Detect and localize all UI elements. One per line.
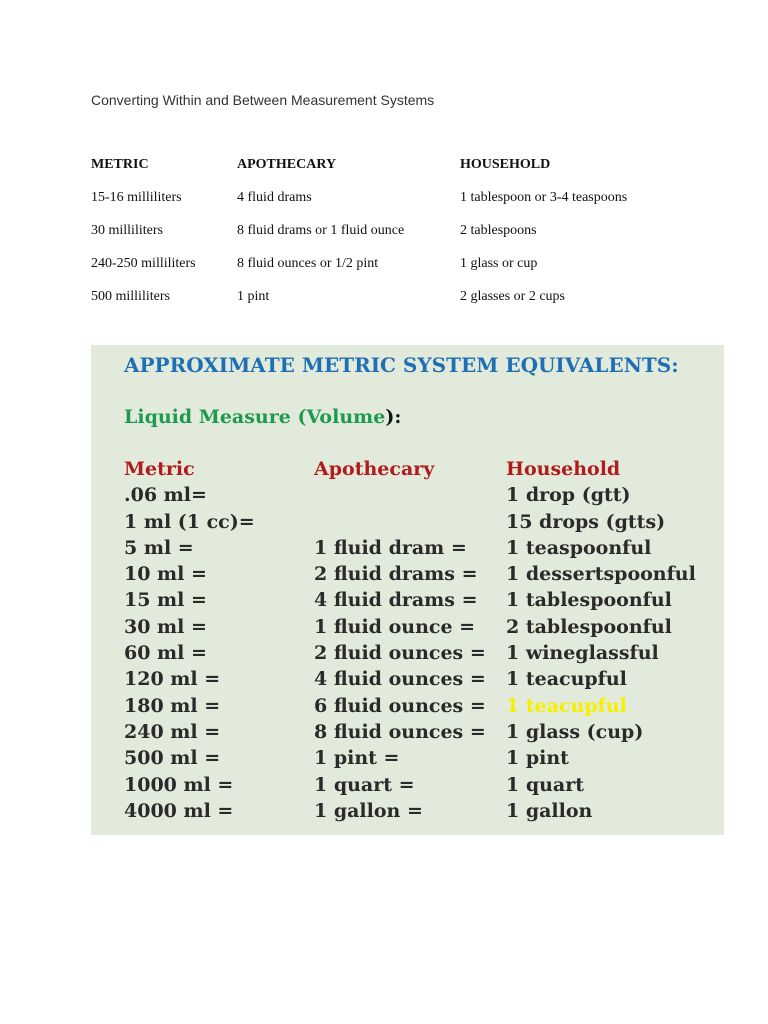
metric-cell: 30 milliliters (91, 223, 163, 238)
page-title: Converting Within and Between Measurement Systems (91, 92, 435, 108)
metric-cell: 500 ml = (124, 747, 221, 770)
household-cell: 1 quart (506, 773, 585, 796)
household-cell: 1 tablespoonful (506, 589, 672, 612)
header-metric: METRIC (91, 157, 149, 172)
household-cell: 1 teaspoonful (506, 536, 652, 559)
header-apothecary: APOTHECARY (237, 157, 337, 172)
apothecary-cell: 6 fluid ounces = (314, 694, 486, 717)
apothecary-cell: 2 fluid drams = (314, 563, 478, 586)
apothecary-cell: 1 pint = (314, 747, 400, 770)
metric-cell: 1000 ml = (124, 773, 234, 796)
household-cell: 2 tablespoons (460, 223, 537, 238)
apothecary-cell: 4 fluid ounces = (314, 668, 486, 691)
metric-cell: 5 ml = (124, 536, 194, 559)
apothecary-cell: 8 fluid ounces = (314, 720, 486, 743)
household-cell: 1 dessertspoonful (506, 563, 696, 586)
equivalents-panel (91, 345, 724, 835)
apothecary-cell: 4 fluid drams = (314, 589, 478, 612)
household-cell: 1 glass (cup) (506, 720, 644, 743)
metric-cell: 10 ml = (124, 563, 207, 586)
metric-cell: 240-250 milliliters (91, 256, 196, 271)
apothecary-cell: 1 gallon = (314, 799, 423, 822)
metric-cell: 180 ml = (124, 694, 221, 717)
header-household: Household (506, 458, 621, 480)
apothecary-cell: 2 fluid ounces = (314, 642, 486, 665)
apothecary-cell: 8 fluid drams or 1 fluid ounce (237, 223, 405, 238)
apothecary-cell: 1 fluid ounce = (314, 615, 476, 638)
apothecary-cell: 1 fluid dram = (314, 536, 467, 559)
metric-cell: 240 ml = (124, 720, 221, 743)
header-apothecary: Apothecary (314, 458, 435, 480)
subtitle-suffix: ): (385, 406, 402, 428)
metric-cell: 1 ml (1 cc)= (124, 510, 255, 533)
apothecary-cell: 1 pint (237, 289, 270, 304)
metric-cell: 15-16 milliliters (91, 190, 182, 205)
metric-cell: 15 ml = (124, 589, 207, 612)
metric-cell: 30 ml = (124, 615, 207, 638)
metric-cell: 500 milliliters (91, 289, 170, 304)
panel-subtitle (124, 406, 401, 428)
apothecary-cell: 8 fluid ounces or 1/2 pint (237, 256, 379, 271)
metric-cell: 60 ml = (124, 642, 207, 665)
household-cell: 2 glasses or 2 cups (460, 289, 565, 304)
header-metric: Metric (124, 458, 195, 480)
household-cell: 1 drop (gtt) (506, 484, 631, 507)
apothecary-cell: 1 quart = (314, 773, 415, 796)
header-household: HOUSEHOLD (460, 157, 551, 172)
panel-title: APPROXIMATE METRIC SYSTEM EQUIVALENTS: (124, 353, 679, 377)
household-cell: 1 gallon (506, 799, 593, 822)
household-cell: 1 wineglassful (506, 642, 659, 665)
metric-cell: .06 ml= (124, 484, 207, 507)
subtitle-green-text: Liquid Measure (Volume (124, 406, 386, 428)
metric-cell: 120 ml = (124, 668, 221, 691)
household-cell: 1 teacupful (506, 668, 627, 691)
household-cell-highlighted: 1 teacupful (506, 694, 627, 717)
household-cell: 1 glass or cup (460, 256, 538, 271)
household-cell: 1 tablespoon or 3-4 teaspoons (460, 190, 628, 205)
metric-cell: 4000 ml = (124, 799, 234, 822)
apothecary-cell: 4 fluid drams (237, 190, 312, 205)
household-cell: 2 tablespoonful (506, 615, 672, 638)
household-cell: 1 pint (506, 747, 569, 770)
household-cell: 15 drops (gtts) (506, 510, 666, 533)
